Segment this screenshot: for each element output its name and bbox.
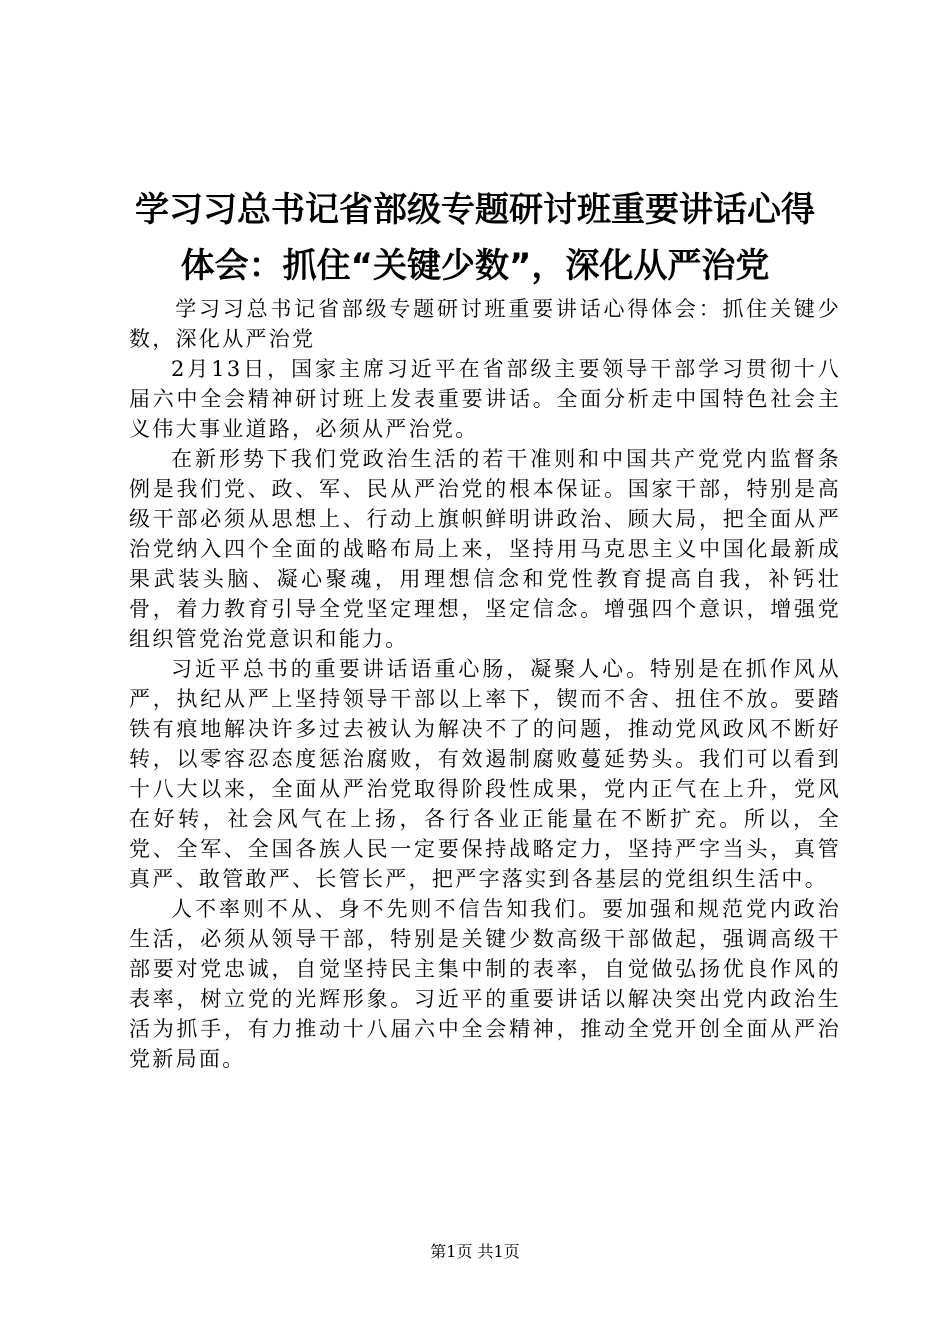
document-body — [129, 294, 841, 1074]
paragraph-leading-example: 人不率则不从、身不先则不信告知我们。要加强和规范党内政治生活，必须从领导干部，特别是关键少数高级干部做起，强调高级干部要对党忠诚，自觉坚持民主集中制的表率，自觉做弘扬优良作风的表率，树立党的光辉形象。习近平的重要讲话以解决突出党内政治生活为抓手，有力推动十八届六中全会精神，推动全党开创全面从严治党新局面。 — [129, 897, 841, 1071]
paragraph-party-rules: 在新形势下我们党政治生活的若干准则和中国共产党党内监督条例是我们党、政、军、民从严治党的根本保证。国家干部，特别是高级干部必须从思想上、行动上旗帜鲜明讲政治、顾大局，把全面从严治党纳入四个全面的战略布局上来，坚持用马克思主义中国化最新成果武装头脑、凝心聚魂，用理想信念和党性教育提高自我，补钙壮骨，着力教育引导全党坚定理想，坚定信念。增强四个意识，增强党组织管党治党意识和能力。 — [129, 447, 841, 651]
document-title-line-2: 体会：抓住“关键少数”，深化从严治党 — [180, 246, 770, 286]
page-number-footer: 第1页 共1页 — [430, 1242, 520, 1261]
document-title-line-1: 学习习总书记省部级专题研讨班重要讲话心得 — [135, 190, 815, 230]
paragraph-intro: 学习习总书记省部级专题研讨班重要讲话心得体会：抓住关键少数，深化从严治党 — [129, 297, 841, 351]
paragraph-strict-governance: 习近平总书的重要讲话语重心肠，凝聚人心。特别是在抓作风从严，执纪从严上坚持领导干部以上率下，锲而不舍、扭住不放。要踏铁有痕地解决许多过去被认为解决不了的问题，推动党风政风不断好转，以零容忍态度惩治腐败，有效遏制腐败蔓延势头。我们可以看到十八大以来，全面从严治党取得阶段性成果，党内正气在上升，党风在好转，社会风气在上扬，各行各业正能量在不断扩充。所以，全党、全军、全国各族人民一定要保持战略定力，坚持严字当头，真管真严、敢管敢严、长管长严，把严字落实到各基层的党组织生活中。 — [129, 657, 841, 891]
paragraph-speech-date: 2月13日，国家主席习近平在省部级主要领导干部学习贯彻十八届六中全会精神研讨班上发表重要讲话。全面分析走中国特色社会主义伟大事业道路，必须从严治党。 — [129, 357, 841, 441]
